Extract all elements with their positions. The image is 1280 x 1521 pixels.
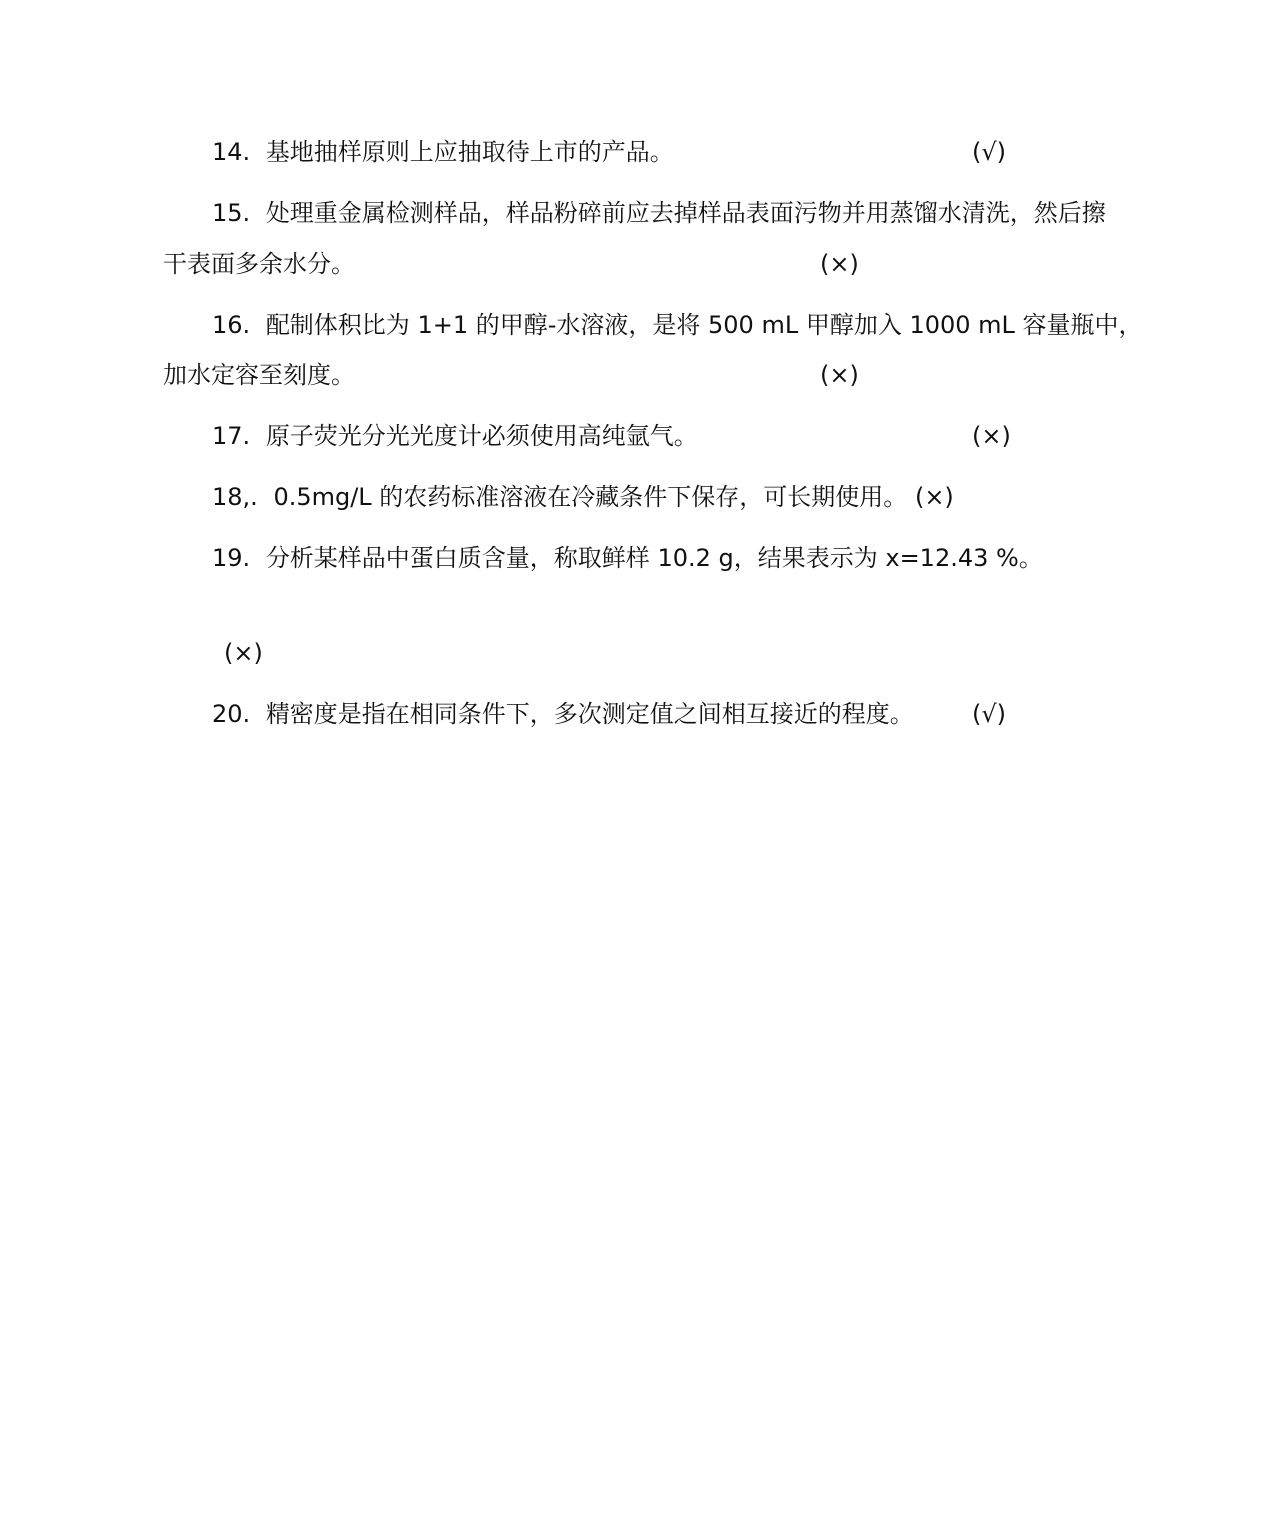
question-number: 14. bbox=[212, 138, 251, 166]
question-number: 18,. bbox=[212, 483, 258, 511]
answer-mark: (√) bbox=[972, 138, 1007, 166]
answer-mark: (×) bbox=[820, 250, 859, 278]
answer-mark: (×) bbox=[820, 361, 859, 389]
question-17 bbox=[212, 420, 698, 452]
question-16 bbox=[212, 309, 1143, 341]
question-20 bbox=[212, 698, 914, 730]
question-19 bbox=[212, 542, 1043, 574]
question-number: 15. bbox=[212, 199, 251, 227]
question-15 bbox=[212, 197, 1106, 229]
question-text: 处理重金属检测样品，样品粉碎前应去掉样品表面污物并用蒸馏水清洗，然后擦 bbox=[265, 199, 1106, 227]
question-text: 配制体积比为 1+1 的甲醇-水溶液，是将 500 mL 甲醇加入 1000 mL 容量瓶中， bbox=[265, 311, 1143, 339]
question-15-continuation: 干表面多余水分。 bbox=[163, 250, 355, 278]
question-text: 0.5mg/L 的农药标准溶液在冷藏条件下保存，可长期使用。 bbox=[273, 483, 908, 511]
answer-mark: (√) bbox=[972, 700, 1007, 728]
question-text: 精密度是指在相同条件下，多次测定值之间相互接近的程度。 bbox=[265, 700, 914, 728]
question-number: 19. bbox=[212, 544, 251, 572]
question-16-continuation: 加水定容至刻度。 bbox=[163, 361, 355, 389]
question-number: 20. bbox=[212, 700, 251, 728]
question-number: 16. bbox=[212, 311, 251, 339]
answer-mark: (×) bbox=[914, 483, 954, 511]
question-text: 原子荧光分光光度计必须使用高纯氩气。 bbox=[265, 422, 698, 450]
answer-mark: (×) bbox=[224, 639, 263, 667]
question-text: 分析某样品中蛋白质含量，称取鲜样 10.2 g，结果表示为 x=12.43 %。 bbox=[265, 544, 1043, 572]
question-number: 17. bbox=[212, 422, 251, 450]
question-18 bbox=[212, 481, 954, 513]
question-14 bbox=[212, 136, 674, 168]
question-text: 基地抽样原则上应抽取待上市的产品。 bbox=[265, 138, 674, 166]
answer-mark: (×) bbox=[972, 422, 1011, 450]
